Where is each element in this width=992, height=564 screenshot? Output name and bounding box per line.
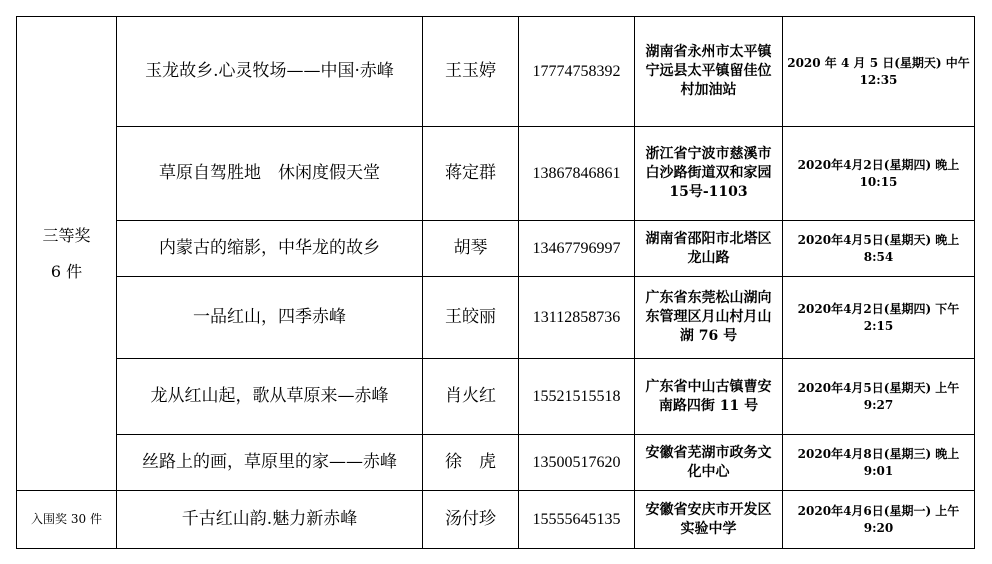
slogan-cell: 草原自驾胜地 休闲度假天堂 [117, 127, 423, 221]
table-row [17, 127, 975, 221]
winner-name-cell: 肖火红 [423, 359, 519, 435]
table-row [17, 491, 975, 549]
table-row [17, 17, 975, 127]
category-label: 三等奖 [42, 225, 91, 245]
submission-time-cell: 2020 年 4 月 5 日(星期天) 中午 12:35 [783, 17, 975, 127]
address-cell: 安徽省芜湖市政务文化中心 [635, 435, 783, 491]
awards-table [16, 16, 975, 549]
winner-name-cell: 徐 虎 [423, 435, 519, 491]
category-count: 6 件 [50, 261, 83, 281]
slogan-cell: 千古红山韵.魅力新赤峰 [117, 491, 423, 549]
address-cell: 湖南省邵阳市北塔区龙山路 [635, 221, 783, 277]
submission-time-cell: 2020年4月8日(星期三) 晚上9:01 [783, 435, 975, 491]
slogan-cell: 龙从红山起，歌从草原来—赤峰 [117, 359, 423, 435]
table-row [17, 359, 975, 435]
table-row [17, 221, 975, 277]
phone-cell: 13112858736 [519, 277, 635, 359]
submission-time-cell: 2020年4月5日(星期天) 上午9:27 [783, 359, 975, 435]
submission-time-cell: 2020年4月2日(星期四) 下午2:15 [783, 277, 975, 359]
address-cell: 安徽省安庆市开发区实验中学 [635, 491, 783, 549]
table-row [17, 435, 975, 491]
winner-name-cell: 王皎丽 [423, 277, 519, 359]
phone-cell: 17774758392 [519, 17, 635, 127]
phone-cell: 13867846861 [519, 127, 635, 221]
category-cell: 入围奖 30 件 [17, 491, 117, 549]
submission-time-cell: 2020年4月5日(星期天) 晚上8:54 [783, 221, 975, 277]
winner-name-cell: 王玉婷 [423, 17, 519, 127]
address-cell: 广东省中山古镇曹安南路四街 11 号 [635, 359, 783, 435]
phone-cell: 13500517620 [519, 435, 635, 491]
slogan-cell: 内蒙古的缩影，中华龙的故乡 [117, 221, 423, 277]
submission-time-cell: 2020年4月2日(星期四) 晚上10:15 [783, 127, 975, 221]
winner-name-cell: 蒋定群 [423, 127, 519, 221]
slogan-cell: 一品红山，四季赤峰 [117, 277, 423, 359]
slogan-cell: 玉龙故乡.心灵牧场——中国·赤峰 [117, 17, 423, 127]
category-cell [17, 17, 117, 491]
winner-name-cell: 胡琴 [423, 221, 519, 277]
address-cell: 湖南省永州市太平镇宁远县太平镇留佳位村加油站 [635, 17, 783, 127]
phone-cell: 15521515518 [519, 359, 635, 435]
winner-name-cell: 汤付珍 [423, 491, 519, 549]
submission-time-cell: 2020年4月6日(星期一) 上午9:20 [783, 491, 975, 549]
table-row [17, 277, 975, 359]
address-cell: 广东省东莞松山湖向东管理区月山村月山湖 76 号 [635, 277, 783, 359]
phone-cell: 13467796997 [519, 221, 635, 277]
phone-cell: 15555645135 [519, 491, 635, 549]
address-cell: 浙江省宁波市慈溪市白沙路街道双和家园15号-1103 [635, 127, 783, 221]
slogan-cell: 丝路上的画，草原里的家——赤峰 [117, 435, 423, 491]
